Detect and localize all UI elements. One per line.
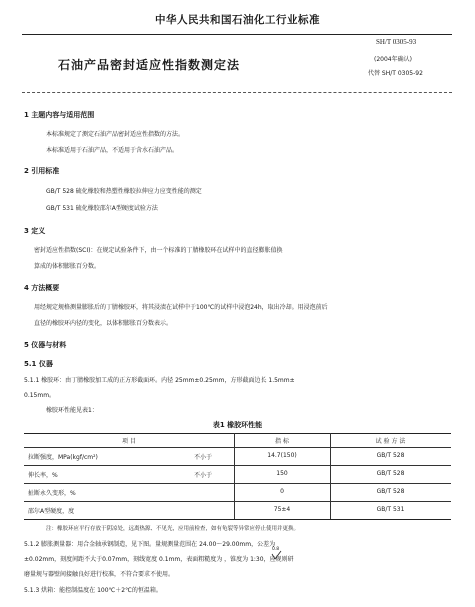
roughness-value: 0.8 (272, 547, 280, 552)
table-row-rule (24, 483, 451, 484)
section-3-line-1: 密封适应性指数(SCI)：在规定试验条件下，由一个标准的丁腈橡胶环在试样中的直径膨胀值换 (34, 247, 283, 254)
table-header-value: 指 标 (275, 438, 289, 445)
clause-5-1-1-line-1: 5.1.1 橡胶环：由丁腈橡胶加工成的正方形截面环。内径 25mm±0.25mm，方形截面边长 1.5mm± (24, 377, 295, 384)
section-2-heading: 2 引用标准 (24, 167, 60, 175)
table-cell-method: GB/T 531 (376, 506, 405, 513)
table-note: 注：橡胶环应平行存放于阴凉处，远离热源、不见光，应用前检查，如有龟裂等异常应停止使用并更换。 (46, 526, 300, 532)
table-row-rule (24, 465, 451, 466)
table-cell-method: GB/T 528 (376, 452, 405, 459)
header-rule (22, 34, 452, 35)
table-header-item: 项 目 (122, 438, 136, 445)
clause-5-1-2-line-1: 5.1.2 膨胀测量器：用合金轴承钢制造，见下图。量规测量范围在 24.00～29.00mm，公差为 (24, 541, 276, 548)
section-3-line-2: 算成的体积膨胀百分数。 (34, 263, 101, 270)
table-bottom-rule (24, 519, 451, 520)
table-caption: 表1 橡胶环性能 (212, 421, 263, 429)
table-cell-item: 伸长率，% (28, 472, 58, 479)
table-cell-value: 14.7(150) (267, 452, 297, 459)
table-cell-condition: 不小于 (194, 454, 213, 461)
clause-5-1-3: 5.1.3 烘箱：能控制温度在 100℃＋2℃的恒温箱。 (24, 587, 162, 594)
document-title: 石油产品密封适应性指数测定法 (58, 58, 241, 72)
table-cell-value: 0 (280, 488, 284, 495)
table-cell-method: GB/T 528 (376, 488, 405, 495)
section-4-line-1: 用经规定规格测量膨胀后的丁腈橡胶环，将其浸渍在试样中于100℃的试样中浸泡24h，取出冷却。用浸泡前后 (34, 304, 328, 311)
section-1-para-2: 本标准适用于石油产品，不适用于含水石油产品。 (46, 147, 179, 154)
rubber-ring-properties-table (24, 433, 451, 520)
table-cell-value: 75±4 (273, 506, 291, 513)
edition-note: (2004年确认) (374, 56, 412, 63)
section-1-para-1: 本标准规定了测定石油产品密封适应性指数的方法。 (46, 131, 185, 138)
standard-org: 中华人民共和国石油化工行业标准 (155, 14, 320, 26)
table-cell-item: 邵尔A型硬度，度 (28, 508, 75, 515)
table-cell-item: 拉断强度，MPa(kgf/cm²) (28, 454, 98, 461)
section-4-heading: 4 方法概要 (24, 284, 60, 292)
table-cell-method: GB/T 528 (376, 470, 405, 477)
table-cell-value: 150 (276, 470, 288, 477)
reference-gb531: GB/T 531 硫化橡胶邵尔A型硬度试验方法 (46, 205, 158, 212)
section-4-line-2: 直径的橡胶环内径的变化，以体积膨胀百分数表示。 (34, 320, 173, 327)
roughness-mark-icon (270, 548, 284, 560)
table-header-method: 试 验 方 法 (375, 438, 406, 445)
replaces-note: 代替 SH/T 0305-92 (368, 70, 423, 77)
section-5-heading: 5 仪器与材料 (24, 341, 67, 349)
table-intro: 橡胶环性能见表1： (46, 407, 98, 414)
table-top-rule (24, 433, 451, 434)
clause-5-1-2-line-2: ±0.02mm，刻度间距不大于0.07mm，刻线宽度 0.1mm，表面粗糙度为 ，锥度为 1:30，应规则研 (24, 556, 294, 563)
table-cell-item: 扯断永久变形，% (28, 490, 76, 497)
clause-5-1-1-line-2: 0.15mm。 (24, 392, 56, 399)
clause-5-1-2-line-3: 磨量规与器壁间接触良好进行校准，不符合要求不使用。 (24, 571, 175, 578)
roughness-symbol (270, 548, 284, 560)
table-header-rule (24, 447, 451, 448)
standard-number: SH/T 0305-93 (376, 38, 417, 46)
section-3-heading: 3 定义 (24, 227, 46, 235)
section-1-heading: 1 主题内容与适用范围 (24, 111, 95, 119)
table-row-rule (24, 501, 451, 502)
title-rule (22, 92, 452, 93)
table-cell-condition: 不小于 (194, 472, 213, 479)
subsection-5-1: 5.1 仪器 (24, 360, 53, 368)
reference-gb528: GB/T 528 硫化橡胶和热塑性橡胶拉伸应力应变性能的测定 (46, 188, 202, 195)
